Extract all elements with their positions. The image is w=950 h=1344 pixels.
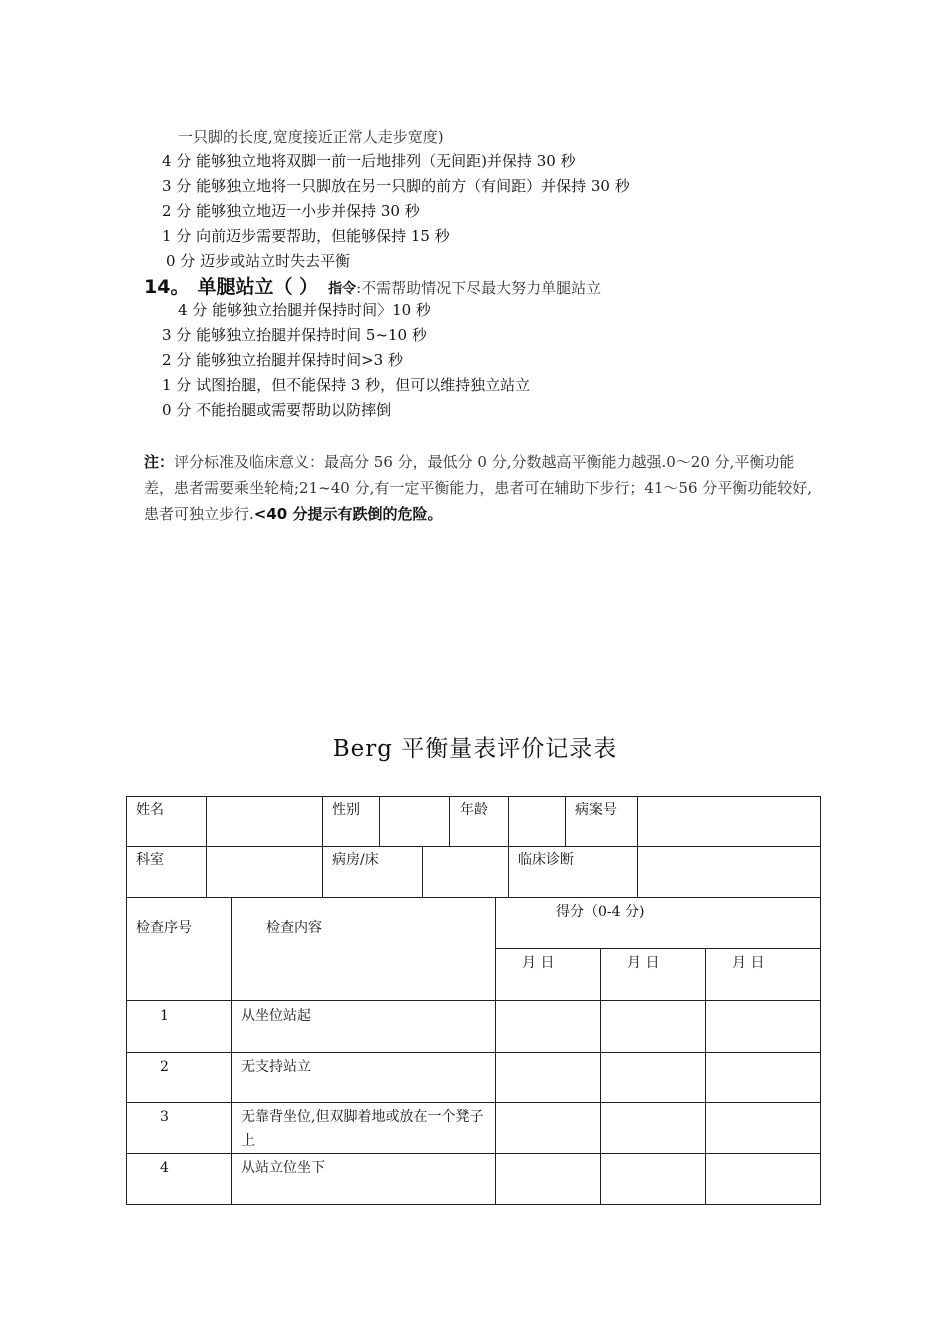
- note-label: 注：: [144, 453, 175, 471]
- department-label: 科室: [136, 852, 164, 868]
- item14-title: 单腿站立（ ）: [197, 276, 319, 298]
- date-header-3: 月 日: [732, 955, 765, 971]
- item14-score-0: 0 分 不能抬腿或需要帮助以防摔倒: [162, 401, 392, 419]
- item13-score-0: 0 分 迈步或站立时失去平衡: [166, 252, 351, 270]
- row-3-content: 无靠背坐位,但双脚着地或放在一个凳子上: [241, 1109, 484, 1149]
- row-2-content: 无支持站立: [241, 1059, 311, 1075]
- ward-bed-field[interactable]: [428, 848, 503, 892]
- item13-continuation: 一只脚的长度,宽度接近正常人走步宽度): [178, 128, 444, 146]
- item13-score-3: 3 分 能够独立地将一只脚放在另一只脚的前方（有间距）并保持 30 秒: [162, 177, 630, 195]
- item14-score-1: 1 分 试图抬腿，但不能保持 3 秒，但可以维持独立站立: [162, 376, 531, 394]
- age-label: 年龄: [460, 802, 488, 818]
- date-header-2: 月 日: [627, 955, 660, 971]
- item13-score-2: 2 分 能够独立地迈一小步并保持 30 秒: [162, 202, 420, 220]
- date-header-1: 月 日: [522, 955, 555, 971]
- note-warning: <40 分提示有跌倒的危险。: [253, 505, 443, 523]
- diagnosis-label: 临床诊断: [518, 852, 574, 868]
- row-4-seq: 4: [160, 1160, 169, 1176]
- seq-header: 检查序号: [136, 920, 192, 936]
- note-text: 评分标准及临床意义：最高分 56 分，最低分 0 分,分数越高平衡能力越强.0～20 分,平衡功能差，患者需要乘坐轮椅;21~40 分,有一定平衡能力，患者可在辅助下步行；41～56 分平衡功能较好,患者可独立步行.: [144, 453, 813, 523]
- content-header: 检查内容: [266, 920, 322, 936]
- ward-bed-label: 病房/床: [332, 852, 379, 868]
- age-field[interactable]: [512, 798, 562, 842]
- row-1-seq: 1: [160, 1008, 169, 1024]
- item14-score-4: 4 分 能够独立抬腿并保持时间〉10 秒: [178, 301, 431, 319]
- score-header: 得分（0-4 分): [556, 904, 645, 920]
- row-2-seq: 2: [160, 1059, 169, 1075]
- item14-instruction-label: 指令: [328, 281, 357, 297]
- item14-score-3: 3 分 能够独立抬腿并保持时间 5~10 秒: [162, 326, 427, 344]
- case-no-field[interactable]: [642, 798, 817, 842]
- form-title: Berg 平衡量表评价记录表: [332, 736, 618, 762]
- item13-score-4: 4 分 能够独立地将双脚一前一后地排列（无间距)并保持 30 秒: [162, 152, 576, 170]
- item14-instruction: :不需帮助情况下尽最大努力单腿站立: [356, 279, 602, 297]
- row-3-seq: 3: [160, 1109, 169, 1125]
- item14-number: 14。: [144, 276, 190, 298]
- case-no-label: 病案号: [575, 802, 617, 818]
- name-label: 姓名: [136, 802, 164, 818]
- item13-score-1: 1 分 向前迈步需要帮助，但能够保持 15 秒: [162, 227, 450, 245]
- diagnosis-field[interactable]: [642, 848, 817, 892]
- department-field[interactable]: [216, 848, 316, 892]
- gender-label: 性别: [332, 802, 360, 818]
- gender-field[interactable]: [385, 798, 445, 842]
- row-1-content: 从坐位站起: [241, 1008, 311, 1024]
- row-4-content: 从站立位坐下: [241, 1160, 325, 1176]
- item14-score-2: 2 分 能够独立抬腿并保持时间>3 秒: [162, 351, 403, 369]
- name-field[interactable]: [216, 798, 316, 842]
